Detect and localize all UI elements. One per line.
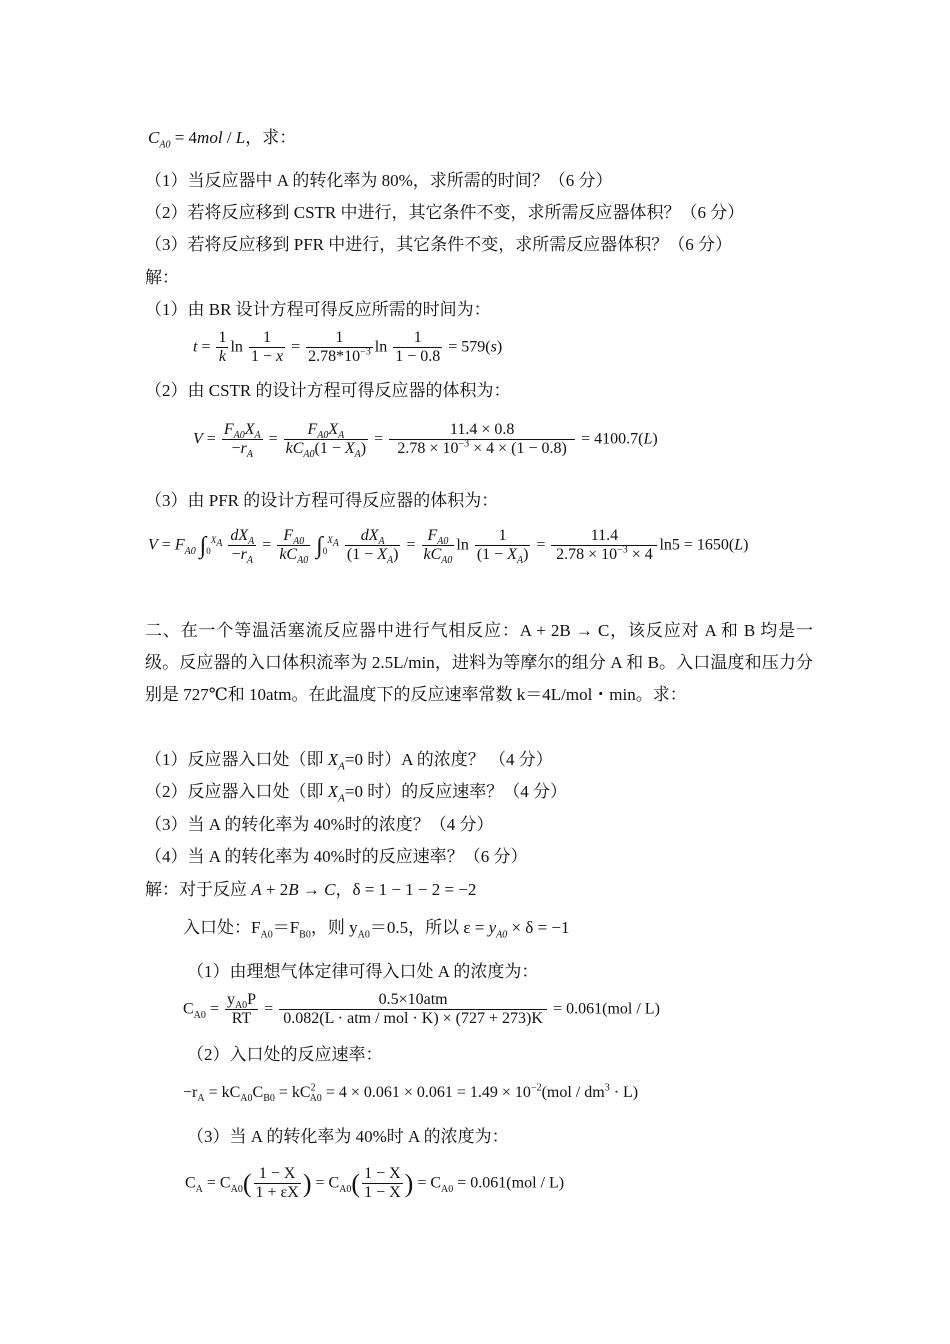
p1-question-3: （3）若将反应移到 PFR 中进行，其它条件不变，求所需反应器体积？（6 分）	[145, 235, 732, 254]
p1-solution-step-1: （1）由 BR 设计方程可得反应所需的时间为：	[145, 300, 491, 319]
p1-equation-time: t = $\frac{1}{k}$ ln $\frac{1}{1 - x}$ = $\frac{1}{2.78*10^{-3}}$ ln $\frac{1}{1 - 0.8}$ = 579(s)	[193, 329, 503, 366]
p1-equation-pfr: $V = F_{A0}$ $\int_0^{X_A}$ $\frac{dX_A}{-r_A}$ = $\frac{F_{A0}}{kC_{A0}}$ $\int_0^{X_A}$ $\frac{dX_A}{(1 - X_A)}$ = $\frac{F_{A0}}{kC_{A0}}$ ln $\frac{1}{(1 - X_A)}$ = $\frac{11.4}{2.78 \times 10^{-3} \times 4}$ ln5 = 1650(L)	[148, 527, 749, 567]
p2-equation-concentration: $C_{A0}$ = $\frac{y_{A0}P}{RT}$ = $\frac{\text{0.5×10atm}}{\text{0.082(L · atm / mol · K) × (727 + 273)K}}$ = 0.061(mol / L)	[183, 991, 660, 1028]
p2-intro: 二、在一个等温活塞流反应器中进行气相反应：A + 2B → C，该反应对 A 和 B 均是一级。反应器的入口体积流率为 2.5L/min，进料为等摩尔的组分 A 和 B。入口温度和压力分别是 727℃和 10atm。在此温度下的反应速率常数 k＝4L/mol・min。求：	[145, 621, 813, 704]
p2-equation-conversion: $C_A = C_{A0}$( $\frac{1 - X}{1 + \varepsilon X}$ ) = $C_{A0}$( $\frac{1 - X}{1 - X}$ ) = $C_{A0} = 0.061(mol / L)$	[185, 1165, 565, 1202]
p2-question-4: （4）当 A 的转化率为 40%时的反应速率？（6 分）	[145, 847, 528, 866]
p2-solution-step-1: （1）由理想气体定律可得入口处 A 的浓度为：	[187, 962, 539, 981]
p2-solution: 解：对于反应 A + 2B → C，δ = 1 − 1 − 2 = −2	[145, 880, 477, 899]
p1-equation-cstr: V = $\frac{F_{A0}X_A}{-r_A}$ = $\frac{F_{A0}X_A}{kC_{A0}(1 - X_A)}$ = $\frac{11.4 \times 0.8}{2.78 \times 10^{-3} \times 4 \times (1 - 0.8)}$ = 4100.7(L)	[193, 421, 658, 461]
p2-question-2: （2）反应器入口处（即 $X_A=0$ 时）的反应速率？（4 分）	[145, 782, 567, 805]
p2-question-1: （1）反应器入口处（即 $X_A=0$ 时）A 的浓度？ （4 分）	[145, 750, 553, 773]
p1-solution-step-2: （2）由 CSTR 的设计方程可得反应器的体积为：	[145, 381, 511, 400]
p1-question-1: （1）当反应器中 A 的转化率为 80%，求所需的时间？（6 分）	[145, 171, 613, 190]
p1-question-2: （2）若将反应移到 CSTR 中进行，其它条件不变，求所需反应器体积？（6 分）	[145, 203, 745, 222]
p2-inlet: 入口处：$F_{A0}=F_{B0}$，则 $y_{A0}=0.5$，所以 $\varepsilon = y_{A0} \times \delta = -1$	[183, 918, 570, 941]
p2-question-3: （3）当 A 的转化率为 40%时的浓度？（4 分）	[145, 815, 494, 834]
p1-solution-step-3: （3）由 PFR 的设计方程可得反应器的体积为：	[145, 491, 499, 510]
p2-solution-step-2: （2）入口处的反应速率：	[187, 1045, 383, 1064]
given-concentration: $C_{A0} = 4mol / L$，求：	[148, 128, 297, 151]
p2-equation-rate: $-r_A = kC_{A0}C_{B0} = kC^2_{A0} = 4 \times 0.061 \times 0.061 = 1.49 \times 10^{-2}(mol / dm^3 \cdot L)$	[183, 1082, 639, 1105]
p2-solution-step-3: （3）当 A 的转化率为 40%时 A 的浓度为：	[187, 1127, 509, 1146]
p1-solution-label: 解：	[145, 268, 179, 287]
